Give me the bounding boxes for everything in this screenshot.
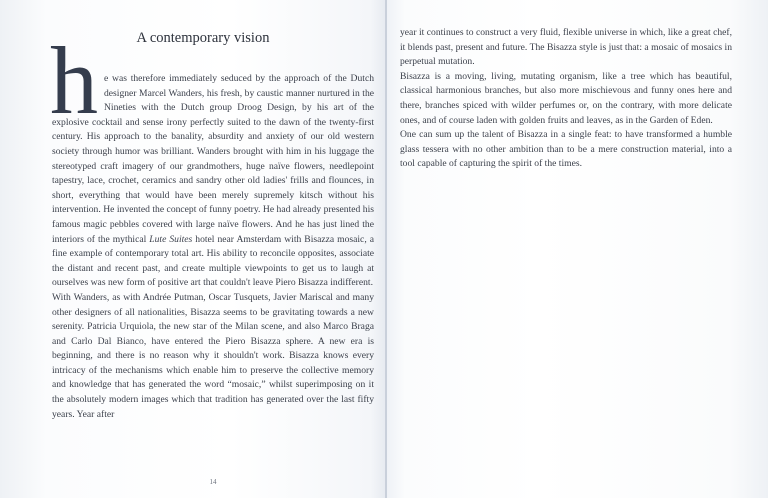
paragraph: year it continues to construct a very fluid, flexible universe in which, like a great chef, it blends past, present and future. The Bisazza style is just that: a mosaic of mosaics in perpetual mutation. [400, 27, 732, 68]
hotel-name: Lute Suites [149, 233, 193, 245]
paragraph: With Wanders, as with Andrée Putman, Oscar Tusquets, Javier Mariscal and many other designers of all nationalities, Bisazza seems to be gravitating towards a new serenity. Patricia Urquiola, the new star of the Milan scene, and also Marco Braga and Carlo Dal Bianco, have entered the Piero Bisazza sphere. A new era is beginning, and there is no reason why it shouldn't work. Bisazza knows every intricacy of the mechanisms which enable him to preserve the collective memory and knowledge that has generated the word “mosaic,” whilst superimposing on it the absolutely modern images which that tradition has generated over the last fifty years. Year after [52, 291, 374, 420]
page-number: 14 [209, 478, 217, 486]
paragraph: Bisazza is a moving, living, mutating organism, like a tree which has beautiful, classical harmonious branches, but also more mischievous and funny ones here and there, branches spiced with wilder perfumes or, on the contrary, with more delicate ones, and of course laden with golden fruits and leaves, as in the Garden of Eden. [400, 70, 732, 126]
paragraph: One can sum up the talent of Bisazza in a single feat: to have transformed a humble glass tessera with no other ambition than to be a mere construction material, into a tool capable of capturing the spirit of the times. [400, 129, 732, 170]
book-spine [385, 0, 387, 498]
right-body-text [400, 26, 732, 172]
drop-cap: h [50, 27, 98, 134]
paragraph-text: hotel near Amsterdam with Bisazza mosaic, a fine example of contemporary total art. His ability to reconcile opposites, associate the distant and recent past, and create multiple viewpoints to get us to laugh at ourselves was new form of positive art that couldn't leave Piero Bisazza indifferent. [52, 233, 374, 289]
paragraph-text: e was therefore immediately seduced by the approach of the Dutch designer Marcel Wanders, his fresh, by caustic manner nurtured in the Nineties with the Dutch group Droog Design, by his art of the explosive cocktail and sense irony perfectly suited to the dawn of the twenty-first century. His approach to the banality, absurdity and anxiety of our old western society through humor was brilliant. Wanders brought with him in his luggage the stereotyped craft imagery of our grandmothers, huge naïve flowers, needlepoint tapestry, lace, crochet, ceramics and sandry other old ladies' frills and flounces, in short, everything that would have been merely supremely kitsch without his intervention. He invented the concept of funny poetry. He had already presented his famous magic pebbles covered with large naïve flowers. And he has just lined the interiors of the mythical [52, 73, 374, 245]
page-title: A contemporary vision [136, 30, 270, 46]
